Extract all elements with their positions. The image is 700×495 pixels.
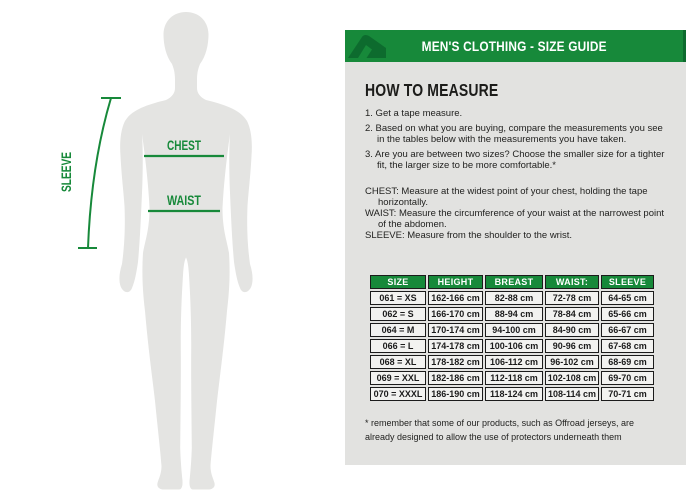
table-row-m — [370, 323, 654, 337]
cell-height: 170-174 cm — [428, 323, 483, 337]
body-silhouette-mirror — [119, 12, 186, 490]
body-silhouette — [186, 12, 253, 490]
protectors-footnote: * remember that some of our products, such as Offroad jerseys, are already designed to allow the use of protectors underneath them — [365, 418, 634, 442]
acerbis-logo-icon — [347, 32, 393, 60]
cell-height: 166-170 cm — [428, 307, 483, 321]
cell-breast: 106-112 cm — [485, 355, 543, 369]
cell-waist: 108-114 cm — [545, 387, 599, 401]
cell-sleeve: 65-66 cm — [601, 307, 654, 321]
size-table-header-row — [370, 275, 654, 289]
cell-size: 062 = S — [370, 307, 426, 321]
cell-waist: 72-78 cm — [545, 291, 599, 305]
cell-breast: 112-118 cm — [485, 371, 543, 385]
cell-size: 064 = M — [370, 323, 426, 337]
table-row-s — [370, 307, 654, 321]
cell-height: 182-186 cm — [428, 371, 483, 385]
cell-breast: 94-100 cm — [485, 323, 543, 337]
size-table-header-size: SIZE — [370, 275, 426, 289]
cell-size: 066 = L — [370, 339, 426, 353]
size-table-header-waist: WAIST: — [545, 275, 599, 289]
table-row-l — [370, 339, 654, 353]
chest-label: CHEST — [167, 137, 202, 153]
table-row-xxxl — [370, 387, 654, 401]
body-measurement-figure — [0, 0, 340, 495]
measure-step-2: 2. Based on what you are buying, compare the measurements you see in the tables below with the measurements you have taken. — [365, 123, 663, 145]
cell-sleeve: 64-65 cm — [601, 291, 654, 305]
cell-breast: 82-88 cm — [485, 291, 543, 305]
cell-sleeve: 69-70 cm — [601, 371, 654, 385]
size-table-header-breast: BREAST — [485, 275, 543, 289]
chest-definition: CHEST: Measure at the widest point of your chest, holding the tape horizontally. — [365, 186, 648, 208]
cell-height: 178-182 cm — [428, 355, 483, 369]
cell-sleeve: 66-67 cm — [601, 323, 654, 337]
sleeve-measure-line — [88, 98, 111, 248]
cell-height: 186-190 cm — [428, 387, 483, 401]
cell-waist: 84-90 cm — [545, 323, 599, 337]
cell-size: 070 = XXXL — [370, 387, 426, 401]
measure-steps-list — [365, 108, 670, 171]
size-table-header-height: HEIGHT — [428, 275, 483, 289]
size-guide-panel — [345, 30, 686, 465]
waist-definition: WAIST: Measure the circumference of your waist at the narrowest point of the abdomen. — [365, 208, 665, 230]
measure-step-1: 1. Get a tape measure. — [365, 108, 463, 119]
measure-step-3: 3. Are you are between two sizes? Choose the smaller size for a tighter fit, the larger size to be more comfortable.* — [365, 149, 665, 171]
cell-breast: 88-94 cm — [485, 307, 543, 321]
how-to-measure-title: HOW TO MEASURE — [365, 80, 499, 100]
sleeve-label: SLEEVE — [58, 136, 74, 192]
cell-waist: 96-102 cm — [545, 355, 599, 369]
table-row-xxl — [370, 371, 654, 385]
waist-label: WAIST — [167, 192, 202, 208]
cell-breast: 100-106 cm — [485, 339, 543, 353]
table-row-xs — [370, 291, 654, 305]
cell-sleeve: 68-69 cm — [601, 355, 654, 369]
cell-waist: 78-84 cm — [545, 307, 599, 321]
measure-definitions — [365, 186, 670, 241]
panel-header — [345, 30, 686, 62]
size-table-header-sleeve: SLEEVE — [601, 275, 654, 289]
cell-waist: 90-96 cm — [545, 339, 599, 353]
cell-size: 061 = XS — [370, 291, 426, 305]
cell-breast: 118-124 cm — [485, 387, 543, 401]
size-table — [368, 273, 656, 403]
cell-sleeve: 70-71 cm — [601, 387, 654, 401]
cell-waist: 102-108 cm — [545, 371, 599, 385]
panel-body — [345, 62, 686, 444]
cell-size: 069 = XXL — [370, 371, 426, 385]
table-row-xl — [370, 355, 654, 369]
cell-sleeve: 67-68 cm — [601, 339, 654, 353]
cell-height: 162-166 cm — [428, 291, 483, 305]
panel-title: MEN'S CLOTHING - SIZE GUIDE — [421, 38, 607, 54]
sleeve-definition: SLEEVE: Measure from the shoulder to the wrist. — [365, 230, 572, 241]
cell-size: 068 = XL — [370, 355, 426, 369]
cell-height: 174-178 cm — [428, 339, 483, 353]
